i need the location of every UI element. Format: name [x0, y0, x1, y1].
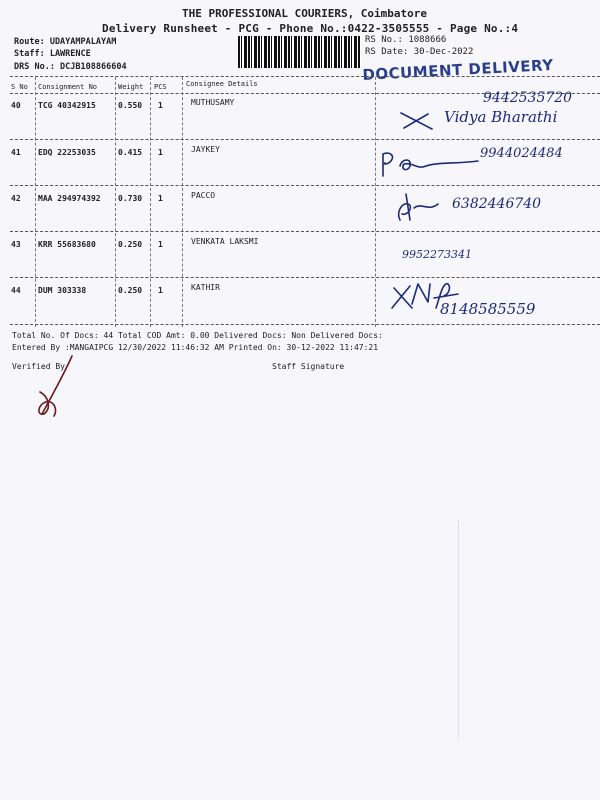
- row-pcs: 1: [158, 240, 163, 249]
- runsheet-subtitle: Delivery Runsheet - PCG - Phone No.:0422-3505555 - Page No.:4: [102, 22, 519, 35]
- row-consignment: DUM 303338: [38, 286, 87, 295]
- col-sep: [115, 77, 116, 327]
- company-title: THE PROFESSIONAL COURIERS, Coimbatore: [182, 7, 428, 20]
- rs-number: RS No.: 1088666: [365, 35, 447, 45]
- row-sno: 41: [11, 148, 21, 157]
- drs-number: DRS No.: DCJB108866604: [14, 62, 127, 72]
- totals-line: Total No. Of Docs: 44 Total COD Amt: 0.00 Delivered Docs: Non Delivered Docs:: [12, 331, 383, 340]
- handwritten-receiver: Vidya Bharathi: [444, 108, 558, 126]
- row-consignee: KATHIR: [191, 283, 220, 292]
- row-sno: 42: [11, 194, 21, 203]
- handwritten-phone: 9442535720: [483, 90, 573, 106]
- signature-mark: [378, 148, 483, 180]
- signature-mark: [398, 110, 438, 132]
- row-consignee: PACCO: [191, 191, 216, 200]
- row-consignment: EDQ 22253035: [38, 148, 96, 157]
- header-top-rule: [10, 76, 600, 77]
- row-sno: 40: [11, 101, 21, 110]
- entered-by-line: Entered By :MANGAIPCG 12/30/2022 11:46:32 AM Printed On: 30-12-2022 11:47:21: [12, 343, 379, 352]
- staff-signature-label: Staff Signature: [272, 362, 345, 371]
- verified-by-label: Verified By: [12, 362, 65, 371]
- row-consignment: TCG 40342915: [38, 101, 96, 110]
- row-pcs: 1: [158, 194, 163, 203]
- row-sno: 44: [11, 286, 21, 295]
- row-divider: [10, 277, 600, 278]
- row-consignee: VENKATA LAKSMI: [191, 237, 259, 246]
- row-consignee: JAYKEY: [191, 145, 220, 154]
- row-consignment: MAA 294974392: [38, 194, 101, 203]
- col-weight-header: Weight: [118, 83, 144, 91]
- col-sep: [150, 77, 151, 327]
- row-weight: 0.550: [118, 101, 143, 110]
- handwritten-phone: 6382446740: [452, 196, 542, 212]
- route-label: Route: UDAYAMPALAYAM: [14, 37, 117, 47]
- scan-artifact: [458, 520, 459, 740]
- rs-date: RS Date: 30-Dec-2022: [365, 47, 474, 57]
- row-weight: 0.415: [118, 148, 143, 157]
- row-consignment: KRR 55683680: [38, 240, 96, 249]
- row-divider: [10, 185, 600, 186]
- table-bottom-rule: [10, 324, 600, 325]
- handwritten-phone: 8148585559: [440, 300, 536, 318]
- row-sno: 43: [11, 240, 21, 249]
- col-pcs-header: PCS: [154, 83, 167, 91]
- row-divider: [10, 139, 600, 140]
- row-weight: 0.250: [118, 240, 143, 249]
- document-delivery-stamp: DOCUMENT DELIVERY: [362, 55, 555, 84]
- row-pcs: 1: [158, 101, 163, 110]
- row-weight: 0.730: [118, 194, 143, 203]
- col-sep: [375, 77, 376, 327]
- col-consignment-header: Consignment No: [38, 83, 98, 91]
- handwritten-phone: 9952273341: [402, 248, 472, 261]
- verifier-signature: [28, 352, 84, 422]
- col-sno-header: S No: [11, 83, 28, 91]
- barcode: [238, 36, 361, 68]
- col-sep: [35, 77, 36, 327]
- row-weight: 0.250: [118, 286, 143, 295]
- row-divider: [10, 231, 600, 232]
- row-pcs: 1: [158, 148, 163, 157]
- staff-label: Staff: LAWRENCE: [14, 49, 91, 59]
- signature-mark: [392, 190, 452, 224]
- row-pcs: 1: [158, 286, 163, 295]
- handwritten-phone: 9944024484: [480, 146, 563, 161]
- row-consignee: MUTHUSAMY: [191, 98, 235, 107]
- col-consignee-header: Consignee Details: [186, 80, 258, 88]
- col-sep: [182, 77, 183, 327]
